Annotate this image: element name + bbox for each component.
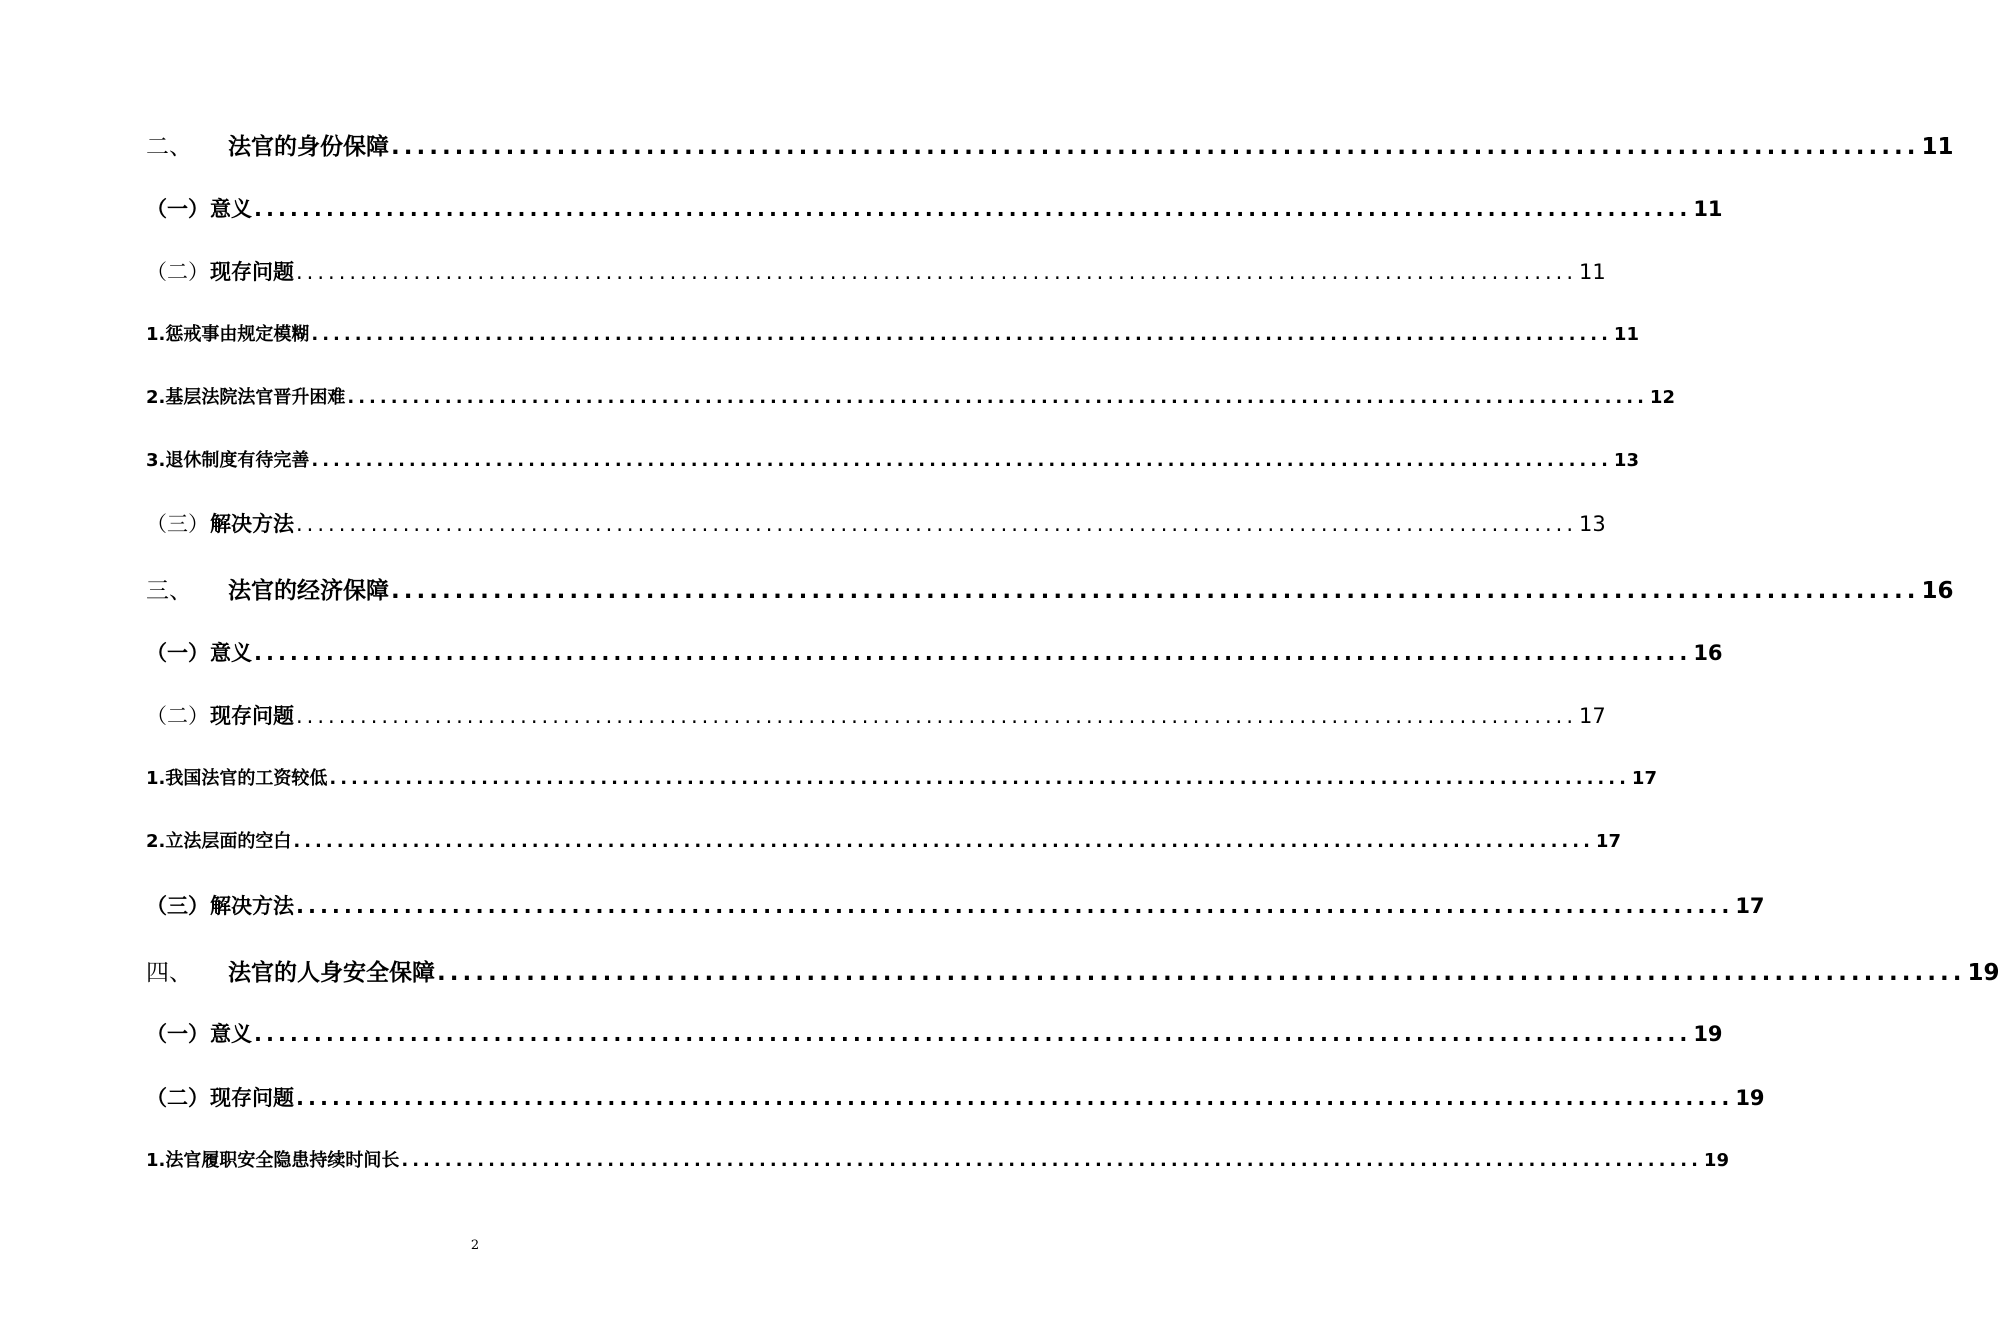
toc-entry-page: 11 bbox=[1613, 324, 1639, 345]
toc-entry-page: 17 bbox=[1735, 894, 1765, 918]
toc-entry[interactable] bbox=[146, 1018, 1723, 1048]
toc-entry-number: 三、 bbox=[146, 578, 192, 604]
toc-entry-number: 1. bbox=[146, 1150, 166, 1171]
toc-entry-number: （一） bbox=[146, 641, 209, 665]
toc-entry-number: （三） bbox=[146, 894, 209, 918]
toc-dot-leader: ........................................................................................................................ bbox=[296, 704, 1578, 728]
toc-dot-leader: ........................................................................................................................ bbox=[293, 831, 1594, 852]
toc-dot-leader: ........................................................................................................................ bbox=[329, 768, 1630, 789]
toc-entry-title: 解决方法 bbox=[210, 894, 294, 918]
toc-entry-title: 解决方法 bbox=[210, 512, 294, 536]
toc-dot-leader: ........................................................................................................................ bbox=[437, 960, 1966, 986]
toc-entry[interactable] bbox=[146, 827, 1621, 853]
toc-entry-title: 意义 bbox=[210, 641, 252, 665]
toc-entry-number: （二） bbox=[146, 260, 209, 284]
toc-entry[interactable] bbox=[146, 446, 1639, 472]
toc-entry-number: 2. bbox=[146, 831, 166, 852]
toc-dot-leader: ........................................................................................................................ bbox=[311, 450, 1612, 471]
toc-entry-number: （一） bbox=[146, 197, 209, 221]
toc-entry-number: （一） bbox=[146, 1022, 209, 1046]
toc-entry[interactable] bbox=[146, 572, 1954, 605]
toc-entry-title: 法官履职安全隐患持续时间长 bbox=[165, 1150, 400, 1171]
toc-dot-leader: ........................................................................................................................ bbox=[296, 512, 1578, 536]
toc-entry-title: 法官的人身安全保障 bbox=[228, 960, 435, 986]
toc-entry-title: 意义 bbox=[210, 197, 252, 221]
toc-entry-page: 19 bbox=[1967, 960, 2000, 986]
toc-entry-title: 现存问题 bbox=[210, 1086, 294, 1110]
toc-dot-leader: ........................................................................................................................ bbox=[296, 1086, 1734, 1110]
toc-entry-title: 基层法院法官晋升困难 bbox=[165, 387, 346, 408]
toc-entry-number: 1. bbox=[146, 324, 166, 345]
toc-entry-title: 惩戒事由规定模糊 bbox=[165, 324, 310, 345]
toc-entry[interactable] bbox=[146, 1082, 1765, 1112]
toc-dot-leader: ........................................................................................................................ bbox=[254, 197, 1692, 221]
toc-entry-number: （二） bbox=[146, 1086, 209, 1110]
toc-entry-title: 现存问题 bbox=[210, 704, 294, 728]
toc-entry-page: 11 bbox=[1921, 134, 1954, 160]
toc-entry[interactable] bbox=[146, 383, 1675, 409]
toc-entry-title: 意义 bbox=[210, 1022, 252, 1046]
toc-entry-number: 3. bbox=[146, 450, 166, 471]
toc-entry-page: 19 bbox=[1735, 1086, 1765, 1110]
toc-entry-page: 17 bbox=[1579, 704, 1606, 728]
toc-dot-leader: ........................................................................................................................ bbox=[296, 894, 1734, 918]
toc-entry-title: 我国法官的工资较低 bbox=[165, 768, 328, 789]
toc-entry-page: 19 bbox=[1703, 1150, 1729, 1171]
toc-dot-leader: ........................................................................................................................ bbox=[254, 641, 1692, 665]
toc-entry-number: 二、 bbox=[146, 134, 192, 160]
toc-entry-page: 13 bbox=[1579, 512, 1606, 536]
toc-entry-page: 16 bbox=[1921, 578, 1954, 604]
toc-entry-page: 17 bbox=[1595, 831, 1621, 852]
toc-entry[interactable] bbox=[146, 193, 1723, 223]
toc-dot-leader: ........................................................................................................................ bbox=[391, 134, 1920, 160]
toc-dot-leader: ........................................................................................................................ bbox=[347, 387, 1648, 408]
toc-entry-number: 四、 bbox=[146, 960, 192, 986]
toc-entry[interactable] bbox=[146, 508, 1606, 538]
toc-entry-number: （三） bbox=[146, 512, 209, 536]
toc-entry-page: 19 bbox=[1693, 1022, 1723, 1046]
toc-entry-title: 退休制度有待完善 bbox=[165, 450, 310, 471]
toc-entry-title: 法官的经济保障 bbox=[228, 578, 389, 604]
toc-dot-leader: ........................................................................................................................ bbox=[391, 578, 1920, 604]
toc-entry-number: 1. bbox=[146, 768, 166, 789]
toc-entry-title: 立法层面的空白 bbox=[165, 831, 292, 852]
toc-entry-title: 现存问题 bbox=[210, 260, 294, 284]
toc-entry[interactable] bbox=[146, 128, 1954, 161]
toc-entry-page: 11 bbox=[1693, 197, 1723, 221]
toc-entry-page: 11 bbox=[1579, 260, 1606, 284]
toc-entry-page: 16 bbox=[1693, 641, 1723, 665]
toc-dot-leader: ........................................................................................................................ bbox=[311, 324, 1612, 345]
toc-entry[interactable] bbox=[146, 954, 2000, 987]
toc-entry[interactable] bbox=[146, 256, 1606, 286]
toc-dot-leader: ........................................................................................................................ bbox=[401, 1150, 1702, 1171]
toc-dot-leader: ........................................................................................................................ bbox=[254, 1022, 1692, 1046]
toc-entry-page: 12 bbox=[1649, 387, 1675, 408]
toc-entry-number: （二） bbox=[146, 704, 209, 728]
toc-entry[interactable] bbox=[146, 1146, 1729, 1172]
toc-dot-leader: ........................................................................................................................ bbox=[296, 260, 1578, 284]
toc-entry[interactable] bbox=[146, 890, 1765, 920]
toc-entry-title: 法官的身份保障 bbox=[228, 134, 389, 160]
toc-entry[interactable] bbox=[146, 320, 1639, 346]
toc-entry-page: 17 bbox=[1631, 768, 1657, 789]
toc-entry-page: 13 bbox=[1613, 450, 1639, 471]
toc-entry[interactable] bbox=[146, 637, 1723, 667]
toc-entry[interactable] bbox=[146, 764, 1657, 790]
page-number: 2 bbox=[470, 1238, 480, 1253]
toc-entry[interactable] bbox=[146, 700, 1606, 730]
toc-entry-number: 2. bbox=[146, 387, 166, 408]
